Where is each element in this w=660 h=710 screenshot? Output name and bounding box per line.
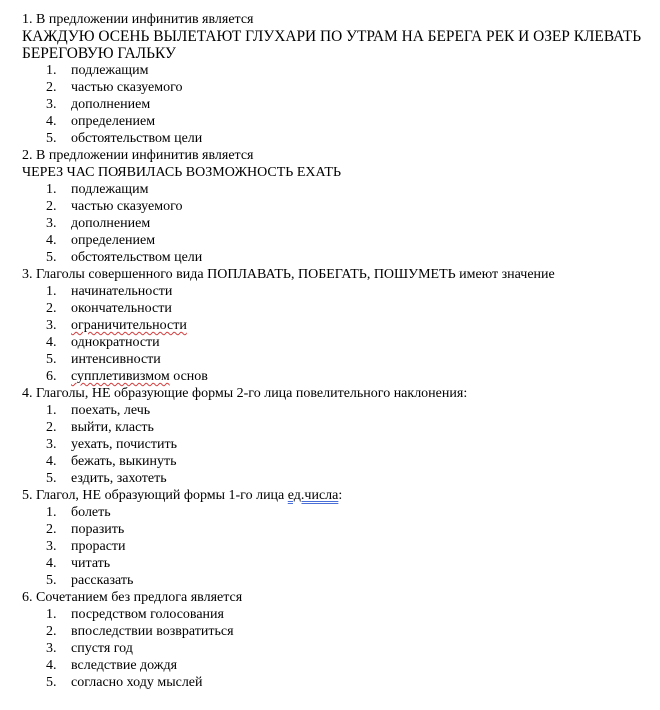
spellcheck-underline: ограничительности xyxy=(71,318,187,333)
question-2-title: 2. В предложении инфинитив является xyxy=(22,148,254,163)
question-2-option-4: 4. определением xyxy=(46,233,156,248)
question-3-option-3: 3. ограничительности xyxy=(46,318,187,333)
question-1-option-4: 4. определением xyxy=(46,114,156,129)
question-5-option-5: 5. рассказать xyxy=(46,573,134,588)
question-3-option-6: 6. супплетивизмом основ xyxy=(46,369,208,384)
question-4-option-3: 3. уехать, почистить xyxy=(46,437,178,452)
question-4-option-4: 4. бежать, выкинуть xyxy=(46,454,177,469)
question-1-sentence-line-1: КАЖДУЮ ОСЕНЬ ВЫЛЕТАЮТ ГЛУХАРИ ПО УТРАМ НА БЕРЕГА РЕК И ОЗЕР КЛЕВАТЬ xyxy=(22,28,642,45)
question-6-option-2: 2. впоследствии возвратиться xyxy=(46,624,234,639)
question-5-option-3: 3. прорасти xyxy=(46,539,126,554)
question-1-option-5: 5. обстоятельством цели xyxy=(46,131,203,146)
question-5-title: 5. Глагол, НЕ образующий формы 1-го лица ед.числа: xyxy=(22,488,343,503)
question-6-title: 6. Сочетанием без предлога является xyxy=(22,590,243,605)
question-1-sentence-line-2: БЕРЕГОВУЮ ГАЛЬКУ xyxy=(22,45,176,62)
question-6-option-4: 4. вследствие дождя xyxy=(46,658,178,673)
question-4-option-2: 2. выйти, класть xyxy=(46,420,154,435)
question-4-option-1: 1. поехать, лечь xyxy=(46,403,151,418)
question-3-option-2: 2. окончательности xyxy=(46,301,172,316)
question-2-option-5: 5. обстоятельством цели xyxy=(46,250,203,265)
question-2-option-2: 2. частью сказуемого xyxy=(46,199,183,214)
question-3-option-1: 1. начинательности xyxy=(46,284,173,299)
question-6-option-3: 3. спустя год xyxy=(46,641,133,656)
question-5-option-1: 1. болеть xyxy=(46,505,111,520)
question-5-option-4: 4. читать xyxy=(46,556,111,571)
question-3-title: 3. Глаголы совершенного вида ПОПЛАВАТЬ, ПОБЕГАТЬ, ПОШУМЕТЬ имеют значение xyxy=(22,267,555,282)
question-4-option-5: 5. ездить, захотеть xyxy=(46,471,167,486)
question-3-option-5: 5. интенсивности xyxy=(46,352,161,367)
question-1-title: 1. В предложении инфинитив является xyxy=(22,12,254,27)
question-5-option-2: 2. поразить xyxy=(46,522,125,537)
question-1-option-1: 1. подлежащим xyxy=(46,63,149,78)
question-3-option-4: 4. однократности xyxy=(46,335,160,350)
question-4-title: 4. Глаголы, НЕ образующие формы 2-го лица повелительного наклонения: xyxy=(22,386,468,401)
question-2-option-1: 1. подлежащим xyxy=(46,182,149,197)
grammar-underline: ед.числа xyxy=(287,488,339,503)
question-6-option-1: 1. посредством голосования xyxy=(46,607,224,622)
question-2-sentence-line-1: ЧЕРЕЗ ЧАС ПОЯВИЛАСЬ ВОЗМОЖНОСТЬ ЕХАТЬ xyxy=(22,165,341,180)
spellcheck-underline: супплетивизмом xyxy=(71,369,170,384)
question-1-option-2: 2. частью сказуемого xyxy=(46,80,183,95)
question-1-option-3: 3. дополнением xyxy=(46,97,151,112)
question-6-option-5: 5. согласно ходу мыслей xyxy=(46,675,203,690)
question-2-option-3: 3. дополнением xyxy=(46,216,151,231)
